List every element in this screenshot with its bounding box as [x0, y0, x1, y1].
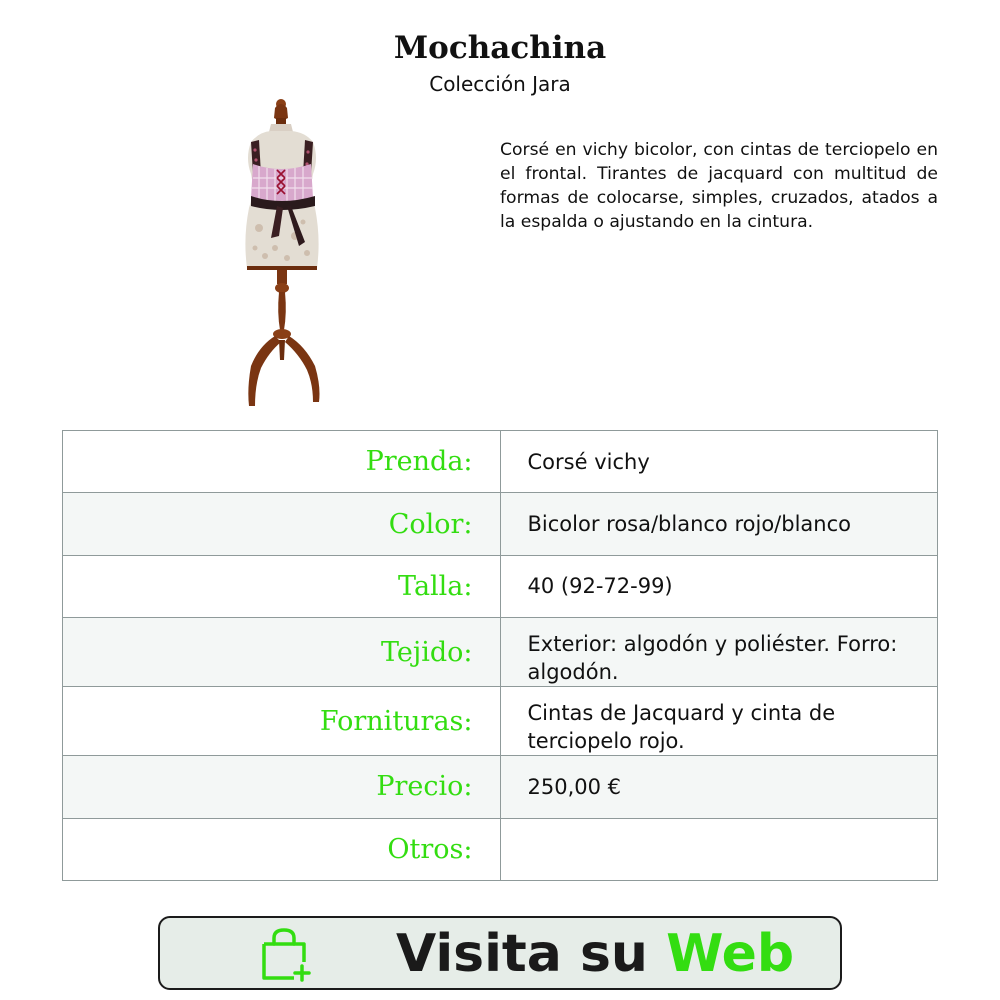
spec-label: Talla: — [63, 555, 501, 617]
spec-value: Corsé vichy — [500, 431, 937, 493]
spec-label: Prenda: — [63, 431, 501, 493]
spec-label: Otros: — [63, 818, 501, 880]
product-description: Corsé en vichy bicolor, con cintas de terciopelo en el frontal. Tirantes de jacquard con multitud de formas de colocarse, simples, cruzados, atados a la espalda o ajustando en la cintura. — [500, 140, 938, 232]
spec-value: Exterior: algodón y poliéster. Forro: algodón. — [500, 618, 937, 687]
table-row — [63, 756, 938, 818]
table-row — [63, 818, 938, 880]
visit-text: Visita su — [396, 924, 648, 984]
brand-title: Mochachina — [393, 30, 607, 66]
spec-label: Fornituras: — [63, 687, 501, 756]
table-row — [63, 555, 938, 617]
table-row — [63, 687, 938, 756]
spec-label: Precio: — [63, 756, 501, 818]
visit-web-button[interactable] — [158, 916, 842, 990]
web-accent-text: Web — [666, 924, 795, 984]
spec-value: Cintas de Jacquard y cinta de terciopelo rojo. — [500, 687, 937, 756]
visit-web-label — [396, 922, 794, 986]
collection-subtitle: Colección Jara — [429, 72, 571, 96]
spec-value — [500, 818, 937, 880]
spec-label: Color: — [63, 493, 501, 555]
mannequin-corset-image — [225, 98, 345, 413]
table-row — [63, 618, 938, 687]
spec-table — [62, 430, 938, 881]
table-row — [63, 431, 938, 493]
spec-label: Tejido: — [63, 618, 501, 687]
table-row — [63, 493, 938, 555]
shopping-bag-add-icon — [260, 926, 312, 982]
spec-value: Bicolor rosa/blanco rojo/blanco — [500, 493, 937, 555]
spec-value: 40 (92-72-99) — [500, 555, 937, 617]
spec-value: 250,00 € — [500, 756, 937, 818]
